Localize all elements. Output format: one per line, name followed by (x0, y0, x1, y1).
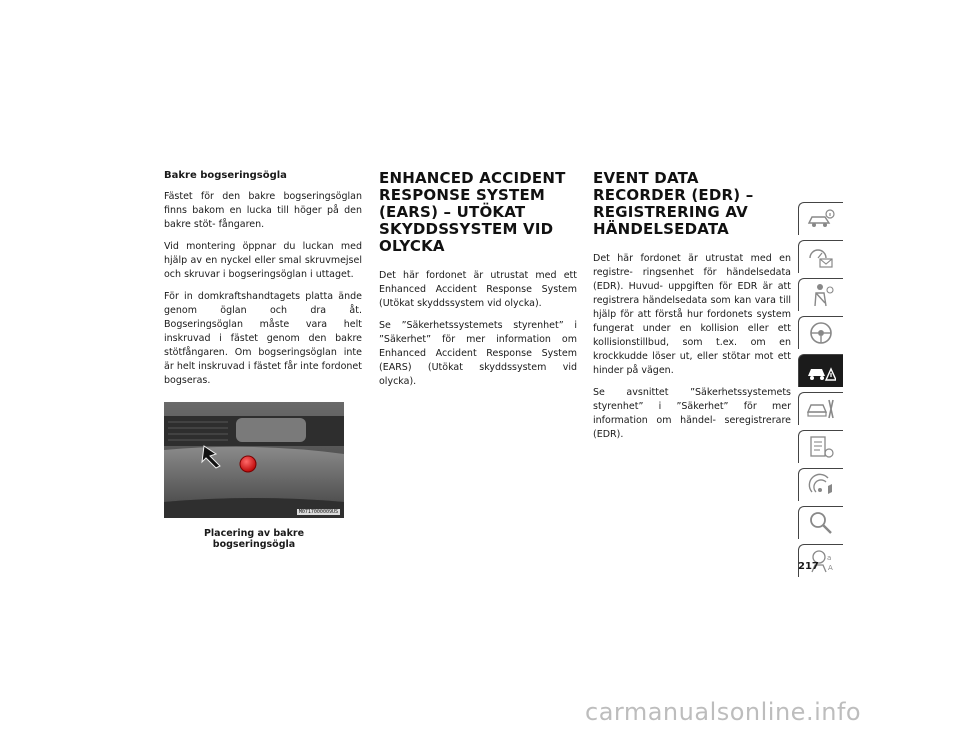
tab-index[interactable] (798, 506, 843, 539)
watermark: carmanualsonline.info (585, 698, 862, 726)
multimedia-icon (806, 472, 836, 498)
svg-text:A: A (828, 564, 833, 572)
column-left (164, 170, 362, 550)
car-service-tools-icon (806, 396, 836, 422)
paragraph: Det här fordonet är utrustat med ett Enhanced Accident Response System (Utökat skyddssystem vid olycka). (379, 270, 577, 309)
subheading-rear-tow-hook: Bakre bogseringsögla (164, 170, 287, 181)
paragraph: Fästet för den bakre bogseringsöglan finns bakom en lucka till höger på den bakre stöt- fångaren. (164, 191, 362, 230)
tab-driving[interactable] (798, 316, 843, 349)
section-heading-edr: EVENT DATA RECORDER (EDR) – REGISTRERING AV HÄNDELSEDATA (593, 169, 754, 238)
seatbelt-safety-icon (806, 282, 836, 308)
paragraph: För in domkraftshandtagets platta ände genom öglan och dra åt. Bogseringsöglan måste vara helt inskruvad i fästet genom den bakre stötfångaren. Om bogseringsöglan inte är helt inskruvad i fästet får inte fordonet bogseras. (164, 291, 362, 386)
svg-text:a: a (827, 554, 832, 562)
roadside-warning-icon (806, 358, 836, 384)
tab-service[interactable] (798, 392, 843, 425)
bumper-illustration (164, 402, 344, 518)
spec-list-icon (806, 434, 836, 460)
column-right (593, 170, 791, 450)
figure-code: M0717000009US (298, 509, 338, 515)
tab-dashboard[interactable] (798, 240, 843, 273)
tab-multimedia[interactable] (798, 468, 843, 501)
index-search-icon (806, 510, 836, 536)
chapter-tabs (798, 202, 842, 582)
paragraph: Se ”Säkerhetssystemets styrenhet” i ”Säkerhet” för mer information om Enhanced Accident Response System (EARS) (Utökat skyddssystem vid olycka). (379, 320, 577, 387)
paragraph: Vid montering öppnar du luckan med hjälp av en nyckel eller smal skruvmejsel och skruvar i bogseringsöglan i uttaget. (164, 241, 362, 280)
tow-hook-location-figure (164, 402, 344, 518)
paragraph: Det här fordonet är utrustat med en registre- ringsenhet för händelsedata (EDR). Huvud- uppgiften för EDR är att registrera händelsedata som kan vara till hjälp för att förstå hur fordonets system fungerat under en kollision eller ett kollisionstillbud, som t.ex. om en krockkudde löser ut, eller stötar mot ett hinder på vägen. (593, 253, 791, 376)
section-heading-ears: ENHANCED ACCIDENT RESPONSE SYSTEM (EARS) – UTÖKAT SKYDDSSYSTEM VID OLYCKA (379, 169, 566, 255)
tab-car-info[interactable] (798, 202, 843, 235)
figure-caption: Placering av bakre bogseringsögla (203, 528, 305, 550)
paragraph: Se avsnittet ”Säkerhetssystemets styrenhet” i ”Säkerhet” för mer information om händel- seregistrerare (EDR). (593, 387, 791, 440)
tab-safety[interactable] (798, 278, 843, 311)
tab-specifications[interactable] (798, 430, 843, 463)
column-middle (379, 170, 577, 397)
steering-wheel-icon (806, 320, 836, 346)
dashboard-mail-icon (806, 244, 836, 270)
tab-emergency[interactable] (798, 354, 843, 387)
car-info-icon (806, 206, 836, 232)
page-number: 217 (798, 561, 819, 572)
